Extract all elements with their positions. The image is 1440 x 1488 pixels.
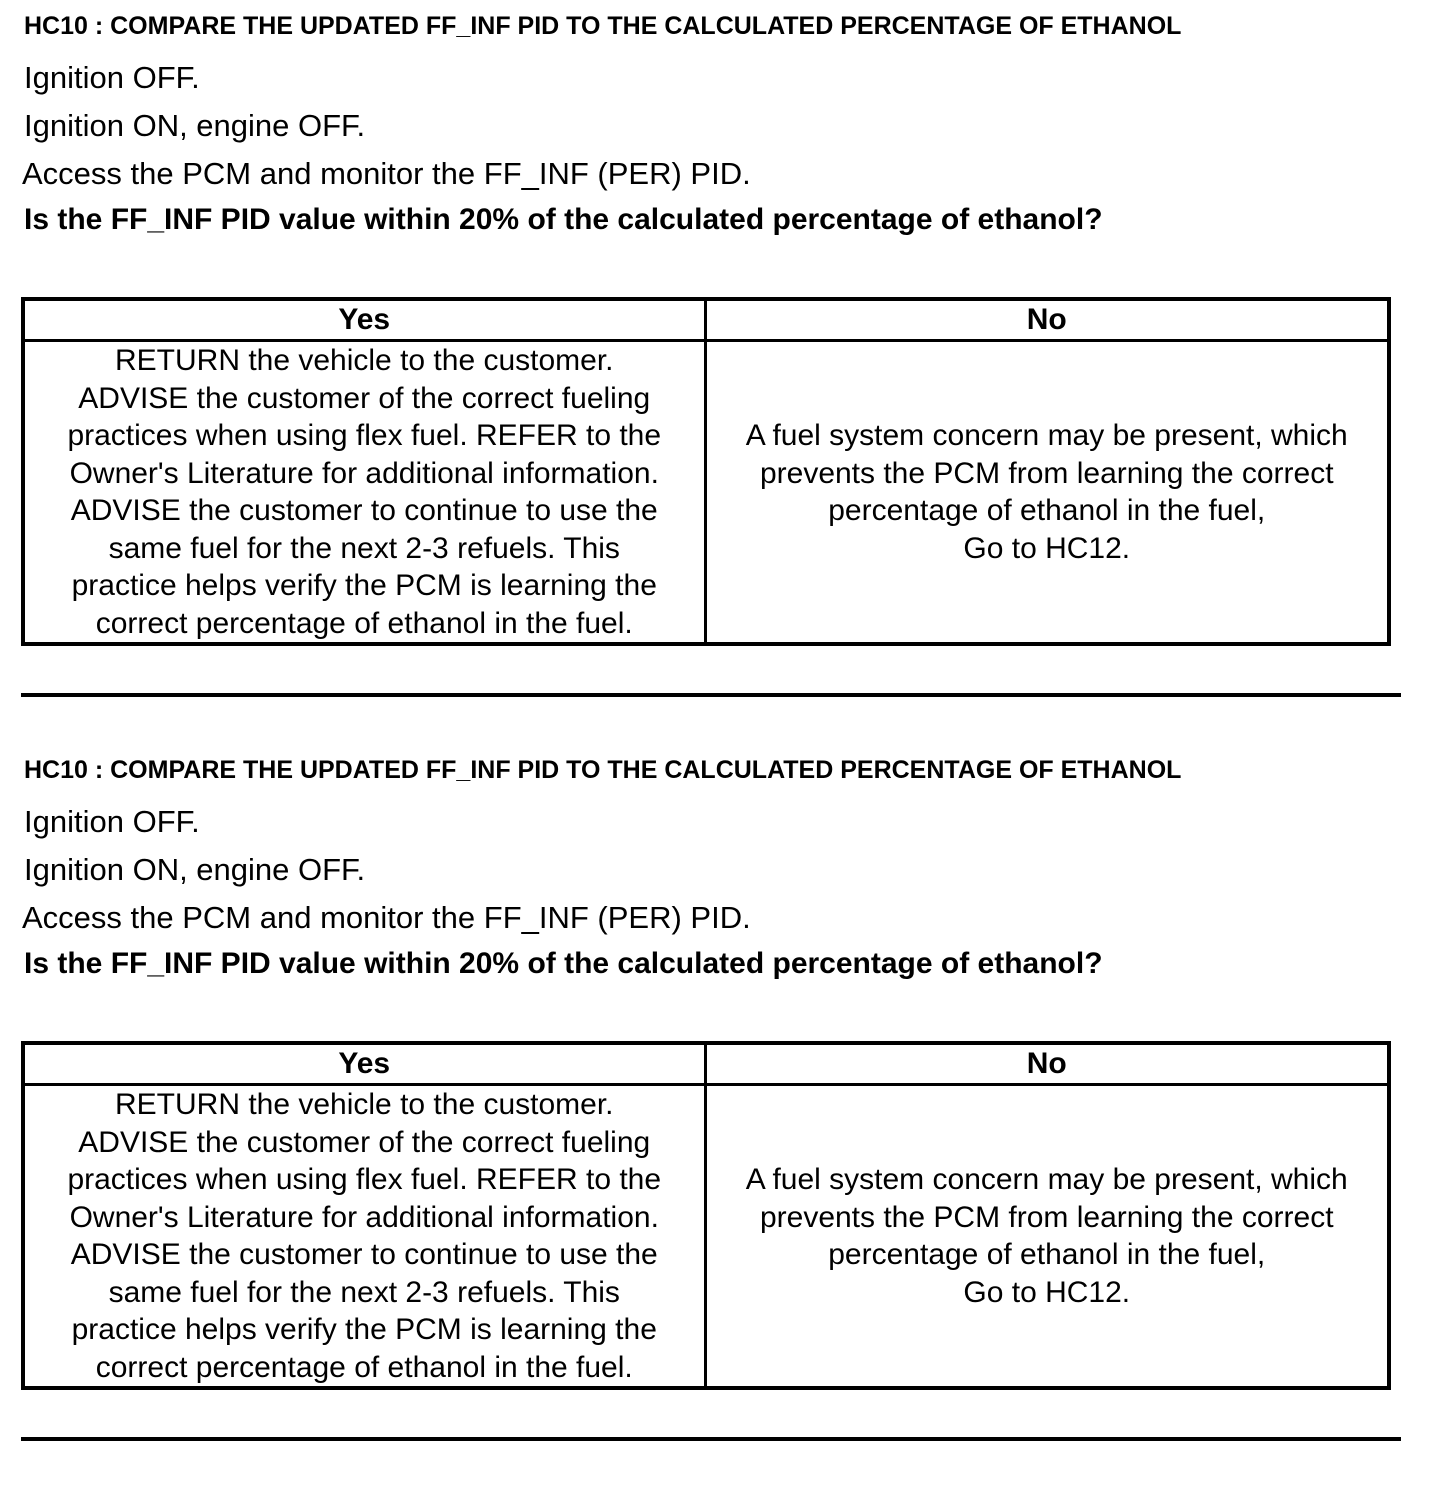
step-instruction-1: Ignition OFF. — [24, 804, 200, 839]
step-question: Is the FF_INF PID value within 20% of the calculated percentage of ethanol? — [24, 947, 1103, 980]
step-instruction-3: Access the PCM and monitor the FF_INF (PER) PID. — [22, 156, 751, 191]
yes-result-cell: RETURN the vehicle to the customer. ADVISE the customer of the correct fueling practices when using flex fuel. REFER to the Owner's Literature for additional information. ADVISE the customer to continue to use the same fuel for the next 2-3 refuels. This practice helps verify the PCM is learning the correct percentage of ethanol in the fuel. — [23, 341, 705, 645]
section-divider — [21, 1437, 1401, 1441]
step-title: HC10 : COMPARE THE UPDATED FF_INF PID TO THE CALCULATED PERCENTAGE OF ETHANOL — [24, 12, 1182, 40]
yes-no-table — [21, 297, 1391, 646]
yes-header: Yes — [23, 299, 705, 341]
no-header: No — [705, 1043, 1389, 1085]
step-instruction-2: Ignition ON, engine OFF. — [24, 852, 366, 887]
step-instruction-2: Ignition ON, engine OFF. — [24, 108, 366, 143]
yes-no-table — [21, 1041, 1391, 1390]
no-header: No — [705, 299, 1389, 341]
step-title: HC10 : COMPARE THE UPDATED FF_INF PID TO THE CALCULATED PERCENTAGE OF ETHANOL — [24, 756, 1182, 784]
no-result-cell: A fuel system concern may be present, which prevents the PCM from learning the correct percentage of ethanol in the fuel, Go to HC12. — [705, 1085, 1389, 1389]
table-row — [23, 1085, 1389, 1389]
table-header-row — [23, 299, 1389, 341]
section-divider — [21, 693, 1401, 697]
no-result-cell: A fuel system concern may be present, which prevents the PCM from learning the correct percentage of ethanol in the fuel, Go to HC12. — [705, 341, 1389, 645]
yes-header: Yes — [23, 1043, 705, 1085]
yes-result-cell: RETURN the vehicle to the customer. ADVISE the customer of the correct fueling practices when using flex fuel. REFER to the Owner's Literature for additional information. ADVISE the customer to continue to use the same fuel for the next 2-3 refuels. This practice helps verify the PCM is learning the correct percentage of ethanol in the fuel. — [23, 1085, 705, 1389]
step-instruction-3: Access the PCM and monitor the FF_INF (PER) PID. — [22, 900, 751, 935]
step-instruction-1: Ignition OFF. — [24, 60, 200, 95]
procedure-section-2 — [0, 744, 1440, 1488]
table-header-row — [23, 1043, 1389, 1085]
table-row — [23, 341, 1389, 645]
step-question: Is the FF_INF PID value within 20% of the calculated percentage of ethanol? — [24, 203, 1103, 236]
